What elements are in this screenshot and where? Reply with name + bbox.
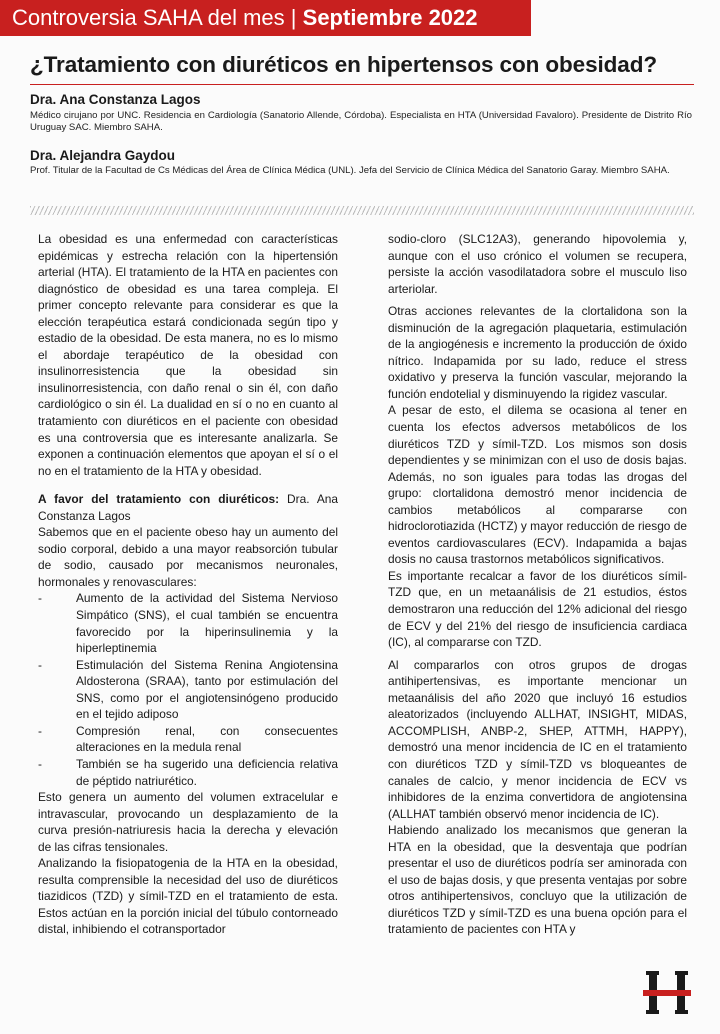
title-divider (30, 84, 694, 85)
paragraph: Al compararlos con otros grupos de drogas antihipertensivas, es importante mencionar un metaanálisis del año 2020 que incluyó 16 estudios aleatorizados (incluyendo ALLHAT, INSIGHT, MIDAS, ACCOMPLISH, ANBP-2, SHEP, ATTMH, HAPPY), demostró una menor incidencia de IC en el tratamiento con diuréticos TZD y símil-TZD vs bloqueantes de canales de calcio, y menor incidencia de ECV vs inhibidores de la enzima convertidora de angiotensina (ALLHAT también observó menor incidencia de IC). (388, 657, 687, 821)
list-item-text: Aumento de la actividad del Sistema Nervioso Simpático (SNS), el cual también se encuentra favorecido por la hiperinsulinemia y la hiperleptinemia (76, 591, 338, 656)
author-1-name: Dra. Ana Constanza Lagos (30, 92, 201, 107)
paragraph: Otras acciones relevantes de la clortalidona son la disminución de la agregación plaquetaria, estimulación de la angiogénesis e incremento la producción de óxido nítrico. Indapamida por su lado, reduce el stress oxidativo y preserva la función vascular, mejorando la función endotelial y disminuyendo la rigidez vascular. (388, 304, 687, 401)
paragraph: Habiendo analizado los mecanismos que generan la HTA en la obesidad, que la desventaja que podrían presentar el uso de diuréticos podría ser aminorada con el uso de bajas dosis, y que presenta ventajas por sobre otros antihipertensivos, concluyo que la utilización de diuréticos TZD y símil-TZD es una buena opción para el tratamiento de pacientes con HTA y (388, 823, 687, 937)
paragraph: Sabemos que en el paciente obeso hay un aumento del sodio corporal, debido a una mayor reabsorción tubular de sodio, causado por mecanismos neuronales, hormonales y renovasculares: (38, 525, 338, 589)
author-1-bio: Médico cirujano por UNC. Residencia en Cardiología (Sanatorio Allende, Córdoba). Especialista en HTA (Universidad Favaloro). Presidente de Distrito Río Uruguay SAC. Miembro SAHA. (30, 110, 692, 133)
subheading-author: Dra. Ana Constanza Lagos (38, 492, 338, 523)
paragraph: A pesar de esto, el dilema se ocasiona al tener en cuenta los efectos adversos metabólicos de los diuréticos TZD y símil-TZD. Los mismos son dosis dependientes y se minimizan con el uso de dosis bajas. Además, no son iguales para todas las drogas del grupo: clortalidona demostró menor incidencia de cambios metabólicos al compararse con hidroclorotiazida (HCTZ) y mayor reducción de riesgo de eventos cardiovasculares (ECV). Indapamida a bajas dosis no causa trastornos metabólicos significativos. (388, 403, 687, 567)
bullet-marker: - (38, 657, 42, 672)
paragraph: Analizando la fisiopatogenia de la HTA en la obesidad, resulta comprensible la necesidad del uso de diuréticos tiazidicos (TZD) y símil-TZD en el tratamiento de esta. Estos actúan en la porción inicial del túbulo contorneado distal, inhibiendo el cotransportador (38, 856, 338, 937)
bullet-marker: - (38, 756, 42, 771)
list-item (38, 723, 338, 756)
list-item-text: Compresión renal, con consecuentes alteraciones en la medula renal (76, 723, 338, 755)
list-item-text: Estimulación del Sistema Renina Angiotensina Aldosterona (SRAA), tanto por estimulación del SNS, como por el angiotensinógeno producido en el tejido adiposo (76, 657, 338, 722)
author-2-name: Dra. Alejandra Gaydou (30, 148, 176, 163)
subheading-label: A favor del tratamiento con diuréticos: (38, 492, 280, 507)
bullet-marker: - (38, 591, 42, 606)
paragraph: Esto genera un aumento del volumen extracelular e intravascular, provocando un desplazamiento de la curva presión-natriuresis hacia la derecha y elevación de las cifras tensionales. (38, 790, 338, 854)
bullet-marker: - (38, 723, 42, 738)
hatched-divider (30, 206, 694, 215)
intro-paragraph: La obesidad es una enfermedad con características epidémicas y estrecha relación con la hipertensión arterial (HTA). El tratamiento de la HTA en pacientes con diagnóstico de obesidad es una tarea compleja. El primer concepto relevante para considerar es que la elección terapéutica estará condicionada según tipo y estadio de la obesidad. De esta manera, no es lo mismo el abordaje terapéutico de la obesidad con insulinorresistencia que la obesidad sin insulinorresistencia, con daño renal o sin él, con daño cardiológico o sin él. La dualidad en sí o no en cuanto al tratamiento con diuréticos en el paciente con obesidad es una controversia que es interesante analizarla. Se exponen a continuación elementos que apoyan el sí o el no en el tratamiento de la HTA y obesidad. (38, 232, 338, 478)
issue-month: Septiembre 2022 (302, 5, 478, 30)
series-title: Controversia SAHA del mes (12, 5, 285, 30)
list-item (38, 756, 338, 789)
article-title: ¿Tratamiento con diuréticos en hipertensos con obesidad? (30, 52, 658, 77)
right-column (388, 231, 687, 938)
header-separator: | (290, 5, 297, 30)
list-item (38, 657, 338, 723)
header-banner (0, 0, 531, 36)
list-item-text: También se ha sugerido una deficiencia relativa de péptido natriurético. (76, 756, 338, 788)
list-item (38, 590, 338, 656)
paragraph: sodio-cloro (SLC12A3), generando hipovolemia y, aunque con el uso crónico el volumen se recupera, persiste la acción vasodilatadora sobre el musculo liso arteriolar. (388, 232, 687, 296)
paragraph: Es importante recalcar a favor de los diuréticos símil-TZD que, en un metaanálisis de 21 estudios, éstos demostraron una reducción del 12% adicional del riesgo de ECV y del 21% del riesgo de insuficiencia cardiaca (IC), al compararse con TZD. (388, 568, 687, 650)
section-subheading (38, 491, 338, 524)
saha-h-logo-icon (641, 966, 693, 1018)
author-2-bio: Prof. Titular de la Facultad de Cs Médicas del Área de Clínica Médica (UNL). Jefa del Servicio de Clínica Médica del Sanatorio Garay. Miembro SAHA. (30, 165, 670, 176)
left-column (38, 231, 338, 938)
